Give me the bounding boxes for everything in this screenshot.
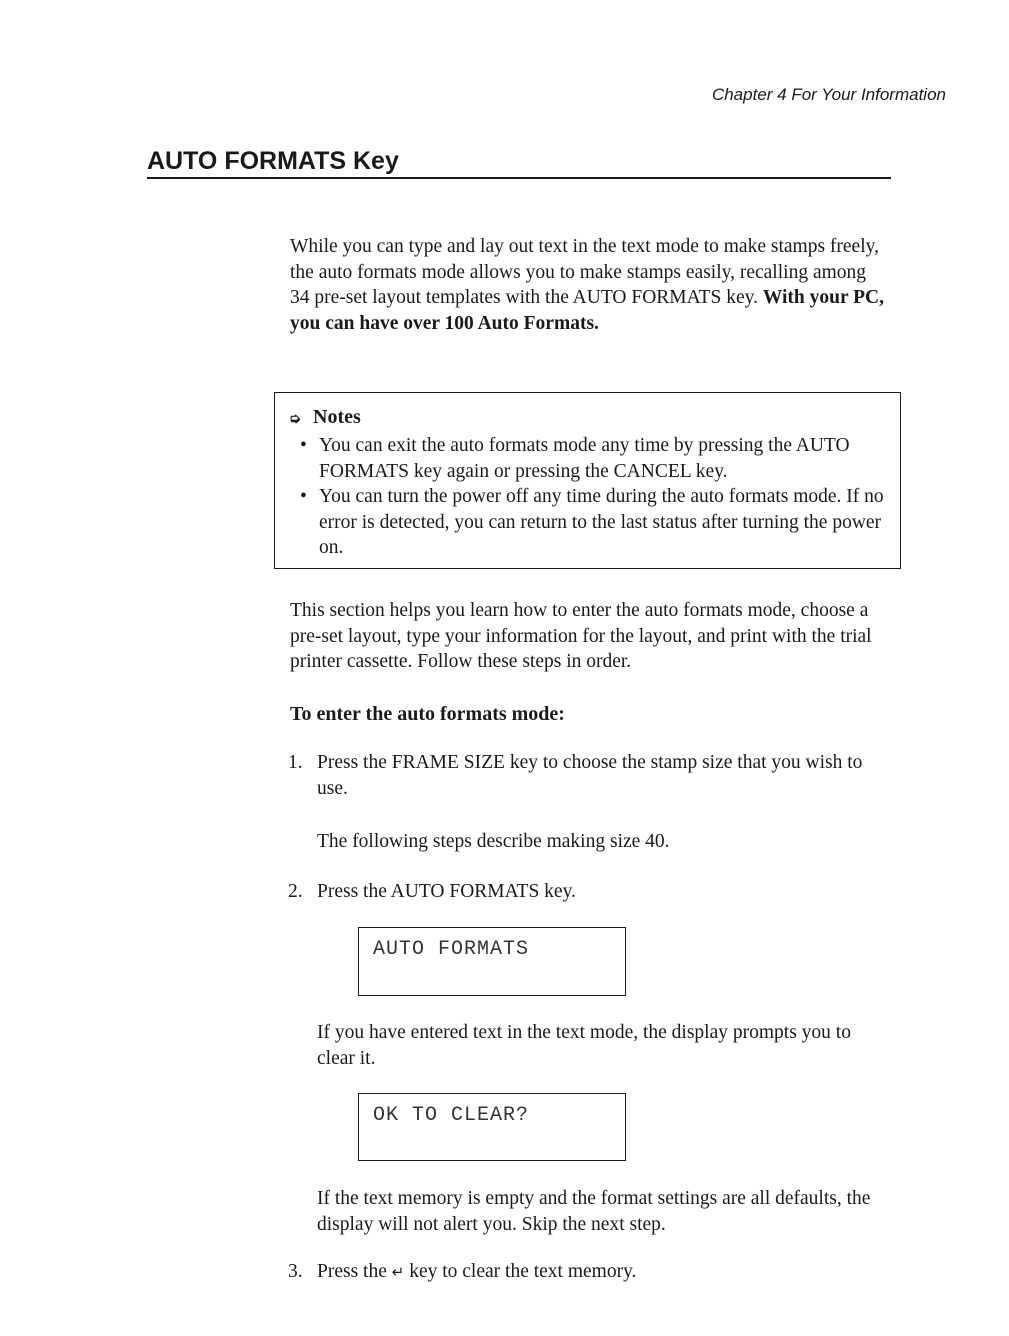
step-text bbox=[317, 1259, 888, 1286]
notes-item-text: You can turn the power off any time during the auto formats mode. If no error is detected, you can return to the last status after turning the power on. bbox=[319, 486, 884, 559]
step-2 bbox=[288, 879, 888, 905]
notes-item-text: You can exit the auto formats mode any time by pressing the AUTO FORMATS key again or pressing the CANCEL key. bbox=[319, 435, 850, 482]
lcd-text: OK TO CLEAR? bbox=[373, 1104, 530, 1127]
lcd-text: AUTO FORMATS bbox=[373, 938, 530, 961]
notes-list bbox=[293, 433, 893, 561]
section-help-paragraph: This section helps you learn how to enter the auto formats mode, choose a pre-set layout, type your information for the layout, and print with the trial printer cassette. Follow these steps in order. bbox=[290, 600, 872, 673]
pointing-hand-icon: ➭ bbox=[289, 412, 301, 427]
step-1 bbox=[288, 750, 888, 801]
step-3 bbox=[288, 1259, 888, 1286]
bullet-icon: • bbox=[300, 486, 307, 508]
notes-heading-label: Notes bbox=[313, 406, 361, 428]
step-number: 1. bbox=[288, 752, 303, 773]
step-number: 2. bbox=[288, 881, 303, 902]
skip-note: If the text memory is empty and the format settings are all defaults, the display will not alert you. Skip the next step. bbox=[317, 1188, 871, 1235]
step-number: 3. bbox=[288, 1261, 303, 1282]
size-note: The following steps describe making size 40. bbox=[317, 831, 670, 852]
running-header: Chapter 4 For Your Information bbox=[711, 85, 946, 104]
step-text-after: key to clear the text memory. bbox=[409, 1261, 637, 1282]
step-text-before: Press the bbox=[317, 1261, 387, 1282]
clear-prompt-note: If you have entered text in the text mode, the display prompts you to clear it. bbox=[317, 1022, 851, 1069]
intro-bold-text: With your PC, you can have over 100 Auto Formats. bbox=[290, 287, 884, 334]
intro-text: While you can type and lay out text in the text mode to make stamps freely, the auto formats mode allows you to make stamps easily, recalling among 34 pre-set layout templates with the AUTO FORMATS key. bbox=[290, 236, 879, 309]
lcd-display-ok-to-clear bbox=[358, 1093, 626, 1161]
intro-paragraph bbox=[290, 234, 890, 336]
return-key-icon: ↵ bbox=[391, 1263, 405, 1281]
notes-box bbox=[274, 392, 901, 569]
section-title: AUTO FORMATS Key bbox=[147, 146, 891, 179]
notes-item bbox=[293, 484, 893, 561]
notes-item bbox=[293, 433, 893, 484]
step-text: Press the FRAME SIZE key to choose the stamp size that you wish to use. bbox=[317, 752, 863, 799]
procedure-heading: To enter the auto formats mode: bbox=[290, 703, 565, 725]
bullet-icon: • bbox=[300, 435, 307, 456]
lcd-display-auto-formats bbox=[358, 927, 626, 996]
notes-heading bbox=[289, 406, 361, 429]
step-text: Press the AUTO FORMATS key. bbox=[317, 881, 576, 902]
